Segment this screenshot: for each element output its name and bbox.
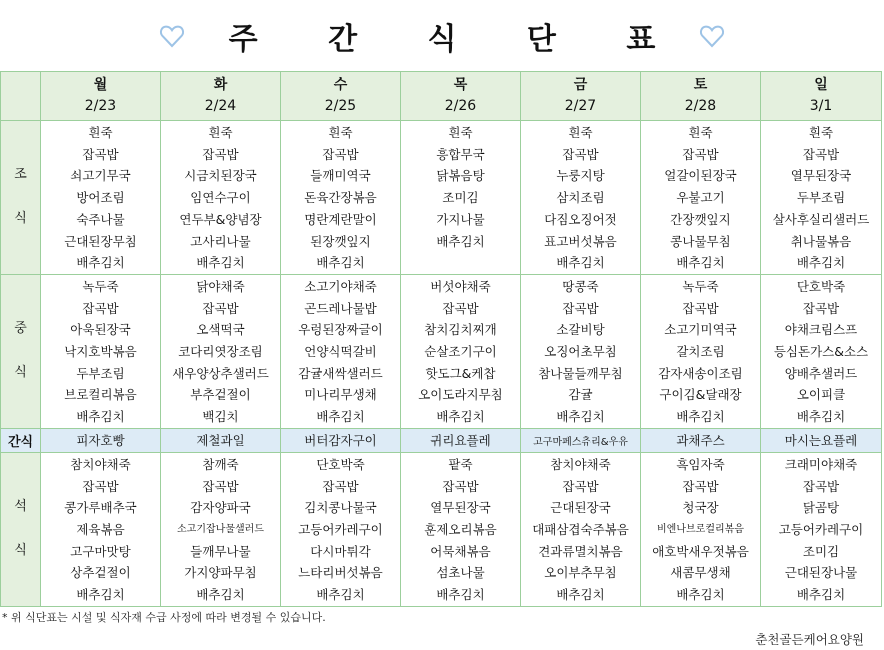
breakfast-cell: 흰죽 흥합무국 닭볶음탕 조미김 가지나물 배추김치 (401, 121, 521, 275)
breakfast-cell: 흰죽 잡곡밥 들깨미역국 돈육간장볶음 명란계란말이 된장깻잎지 배추김치 (281, 121, 401, 275)
dinner-row (1, 452, 882, 606)
snack-cell: 피자호빵 (41, 428, 161, 452)
heart-outline-icon (159, 23, 185, 49)
lunch-cell: 단호박죽 잡곡밥 야채크림스프 등심돈가스&소스 양배추샐러드 오이피클 배추김치 (761, 274, 882, 428)
day-header: 일 3/1 (761, 72, 882, 121)
snack-row (1, 428, 882, 452)
day-header: 수 2/25 (281, 72, 401, 121)
lunch-cell: 버섯야채죽 잡곡밥 참치김치찌개 순살조기구이 핫도그&케찹 오이도라지무침 배추김치 (401, 274, 521, 428)
dinner-cell: 참치야채죽 잡곡밥 콩가루배추국 제육볶음 고구마맛탕 상추겉절이 배추김치 (41, 452, 161, 606)
lunch-cell: 녹두죽 잡곡밥 소고기미역국 갈치조림 감자새송이조림 구이김&달래장 배추김치 (641, 274, 761, 428)
snack-cell: 귀리요플레 (401, 428, 521, 452)
day-header: 화 2/24 (161, 72, 281, 121)
page-title: 주 간 식 단 표 (228, 22, 686, 57)
breakfast-cell: 흰죽 잡곡밥 시금치된장국 임연수구이 연두부&양념장 고사리나물 배추김치 (161, 121, 281, 275)
snack-cell: 과채주스 (641, 428, 761, 452)
footnote: * 위 식단표는 시설 및 식자재 수급 사정에 따라 변경될 수 있습니다. (2, 611, 326, 624)
dinner-cell: 단호박죽 잡곡밥 김치콩나물국 고등어카레구이 다시마튀각 느타리버섯볶음 배추김치 (281, 452, 401, 606)
dinner-cell: 흑임자죽 잡곡밥 청국장 비엔나브로컬리볶음 애호박새우젓볶음 새콤무생채 배추김치 (641, 452, 761, 606)
lunch-row (1, 274, 882, 428)
lunch-cell: 땅콩죽 잡곡밥 소갈비탕 오징어초무침 참나물들깨무침 감귤 배추김치 (521, 274, 641, 428)
dinner-cell: 크래미야채죽 잡곡밥 닭곰탕 고등어카레구이 조미김 근대된장나물 배추김치 (761, 452, 882, 606)
dinner-cell: 참치야채죽 잡곡밥 근대된장국 대패삼겹숙주볶음 견과류멸치볶음 오이부추무침 배추김치 (521, 452, 641, 606)
title-bar (0, 8, 884, 64)
dinner-cell: 팥죽 잡곡밥 열무된장국 훈제오리볶음 어묵채볶음 섬초나물 배추김치 (401, 452, 521, 606)
heart-outline-icon (699, 23, 725, 49)
snack-label: 간식 (1, 428, 41, 452)
lunch-cell: 녹두죽 잡곡밥 아욱된장국 낙지호박볶음 두부조림 브로컬리볶음 배추김치 (41, 274, 161, 428)
dinner-label: 석 식 (1, 452, 41, 606)
snack-cell: 버터감자구이 (281, 428, 401, 452)
snack-cell: 마시는요플레 (761, 428, 882, 452)
breakfast-cell: 흰죽 잡곡밥 얼갈이된장국 우불고기 간장깻잎지 콩나물무침 배추김치 (641, 121, 761, 275)
lunch-cell: 소고기야채죽 곤드레나물밥 우렁된장짜글이 언양식떡갈비 감귤새싹샐러드 미나리무생채 배추김치 (281, 274, 401, 428)
day-header: 월 2/23 (41, 72, 161, 121)
snack-cell: 제철과일 (161, 428, 281, 452)
day-header: 토 2/28 (641, 72, 761, 121)
day-header-row (1, 72, 882, 121)
day-header: 금 2/27 (521, 72, 641, 121)
corner-cell (1, 72, 41, 121)
snack-cell: 고구마페스츄리&우유 (521, 428, 641, 452)
breakfast-label: 조 식 (1, 121, 41, 275)
lunch-label: 중 식 (1, 274, 41, 428)
lunch-cell: 닭야채죽 잡곡밥 오색떡국 코다리엿장조림 새우양상추샐러드 부추겉절이 백김치 (161, 274, 281, 428)
breakfast-cell: 흰죽 잡곡밥 열무된장국 두부조림 살사후실리샐러드 취나물볶음 배추김치 (761, 121, 882, 275)
weekly-menu-table (0, 71, 882, 607)
breakfast-row (1, 121, 882, 275)
dinner-cell: 참깨죽 잡곡밥 감자양파국 소고기잡나물샐러드 들깨무나물 가지양파무침 배추김치 (161, 452, 281, 606)
organization-name: 춘천골든케어요양원 (755, 632, 864, 647)
breakfast-cell: 흰죽 잡곡밥 쇠고기무국 방어조림 숙주나물 근대된장무침 배추김치 (41, 121, 161, 275)
day-header: 목 2/26 (401, 72, 521, 121)
breakfast-cell: 흰죽 잡곡밥 누룽지탕 삼치조림 다짐오징어젓 표고버섯볶음 배추김치 (521, 121, 641, 275)
